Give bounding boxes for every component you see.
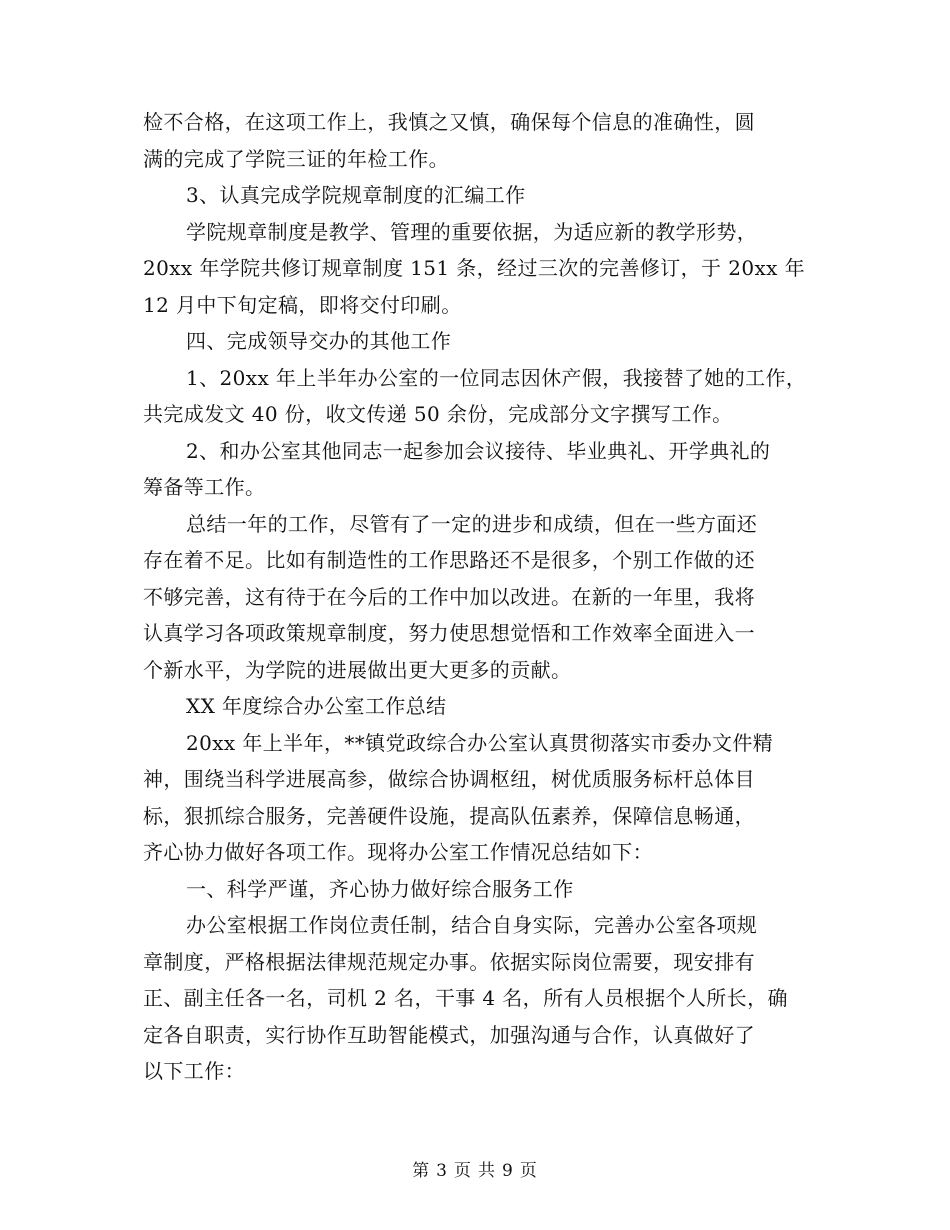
text-line: 20xx 年学院共修订规章制度 151 条，经过三次的完善修订，于 20xx 年 — [143, 256, 805, 280]
text-line: 12 月中下旬定稿，即将交付印刷。 — [143, 292, 462, 317]
text-line: 2、和办公室其他同志一起参加会议接待、毕业典礼、开学典礼的 — [186, 438, 771, 463]
section-heading: 3、认真完成学院规章制度的汇编工作 — [186, 183, 526, 207]
footer-total-label: 共 — [478, 1161, 496, 1181]
text-line: 正、副主任各一名，司机 2 名，干事 4 名，所有人员根据个人所长，确 — [143, 986, 788, 1010]
section-heading: 四、完成领导交办的其他工作 — [186, 329, 452, 353]
text-line: 办公室根据工作岗位责任制，结合自身实际，完善办公室各项规 — [186, 913, 758, 937]
text-line: 不够完善，这有待于在今后的工作中加以改进。在新的一年里，我将 — [143, 584, 755, 609]
page-footer — [0, 1156, 950, 1181]
text-line: 认真学习各项政策规章制度，努力使思想觉悟和工作效率全面进入一 — [143, 621, 755, 645]
text-line: 标，狠抓综合服务，完善硬件设施，提高队伍素养，保障信息畅通， — [143, 803, 755, 828]
section-heading: 一、科学严谨，齐心协力做好综合服务工作 — [186, 876, 574, 901]
text-line: 检不合格，在这项工作上，我慎之又慎，确保每个信息的准确性，圆 — [143, 110, 755, 134]
text-line: 章制度，严格根据法律规范规定办事。依据实际岗位需要，现安排有 — [143, 949, 755, 974]
footer-prefix: 第 — [412, 1161, 431, 1181]
footer-suffix: 页 — [519, 1161, 538, 1181]
document-body — [143, 104, 823, 1090]
footer-page-word: 页 — [454, 1161, 472, 1181]
text-line: 个新水平，为学院的进展做出更大更多的贡献。 — [143, 657, 572, 682]
text-line: 满的完成了学院三证的年检工作。 — [143, 146, 449, 171]
text-line: 20xx 年上半年，**镇党政综合办公室认真贯彻落实市委办文件精 — [186, 730, 774, 755]
text-line: 筹备等工作。 — [143, 475, 266, 499]
text-line: 共完成发文 40 份，收文传递 50 余份，完成部分文字撰写工作。 — [143, 402, 733, 426]
text-line: 存在着不足。比如有制造性的工作思路还不是很多，个别工作做的还 — [143, 548, 755, 572]
text-line: 总结一年的工作，尽管有了一定的进步和成绩，但在一些方面还 — [186, 511, 758, 536]
text-line: 齐心协力做好各项工作。现将办公室工作情况总结如下： — [143, 840, 653, 864]
text-line: 1、20xx 年上半年办公室的一位同志因休产假，我接替了她的工作， — [186, 365, 807, 390]
total-pages-number: 9 — [502, 1161, 514, 1181]
text-line: 学院规章制度是教学、管理的重要依据，为适应新的教学形势， — [186, 219, 758, 244]
text-line: 定各自职责，实行协作互助智能模式，加强沟通与合作，认真做好了 — [143, 1022, 755, 1047]
text-line: 以下工作： — [143, 1059, 245, 1083]
text-line: 神，围绕当科学进展高参，做综合协调枢纽，树优质服务标杆总体目 — [143, 767, 755, 791]
document-title: XX 年度综合办公室工作总结 — [186, 694, 447, 718]
current-page-number: 3 — [436, 1161, 448, 1181]
